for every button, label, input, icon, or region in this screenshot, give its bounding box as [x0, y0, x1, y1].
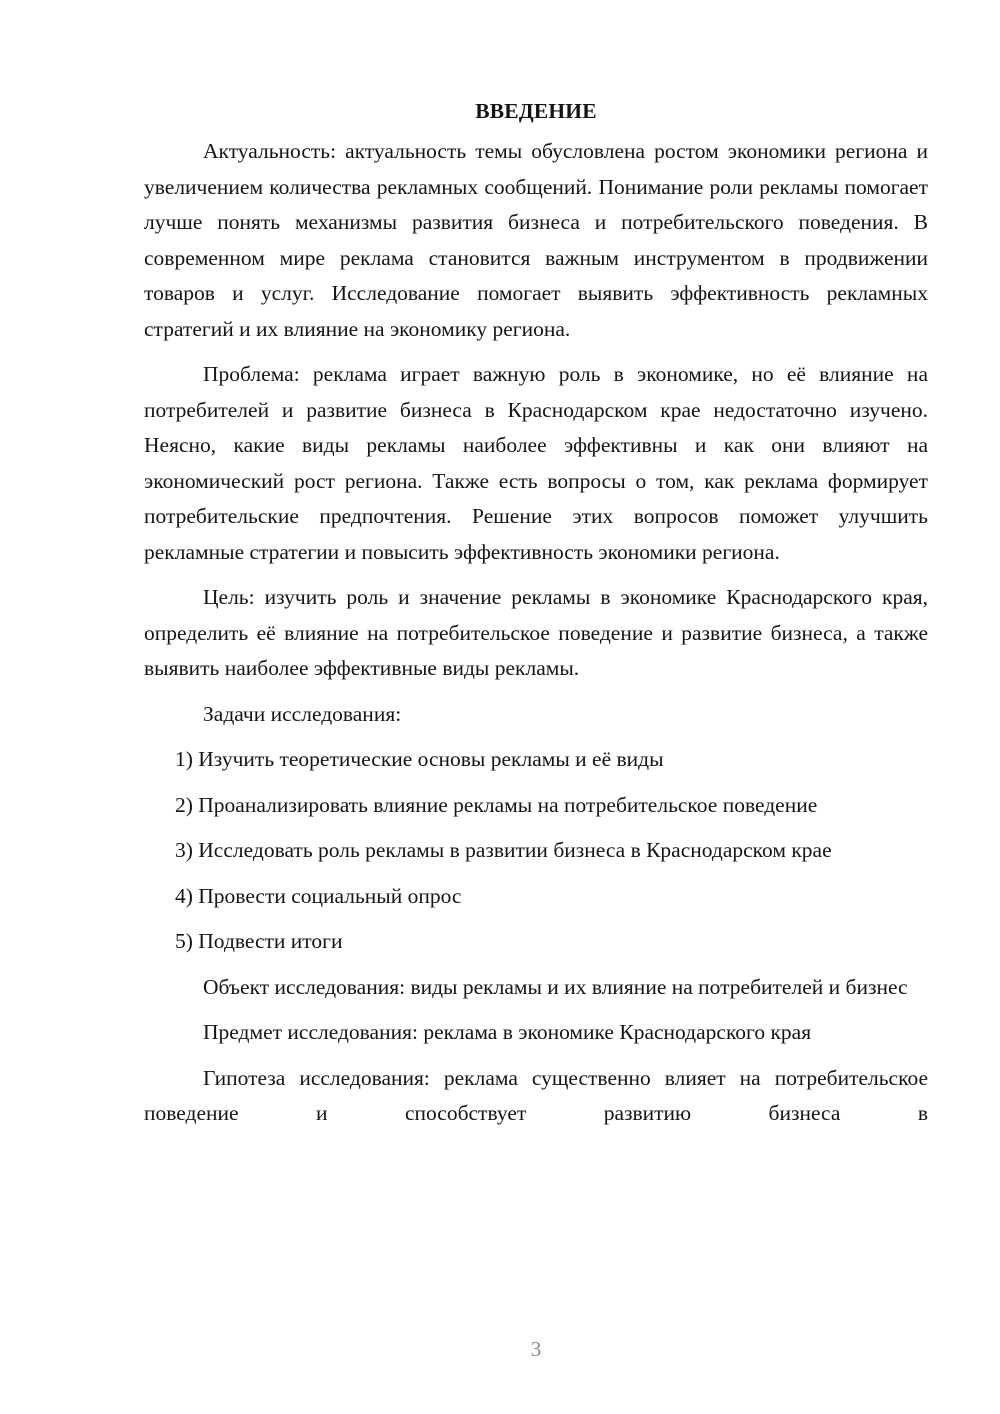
- tasks-heading: Задачи исследования:: [203, 701, 402, 726]
- paragraph-relevance: Актуальность: актуальность темы обусловлена ростом экономики региона и увеличением количества рекламных сообщений. Понимание роли рекламы помогает лучше понять механизмы развития бизнеса и потребительского поведения. В современном мире реклама становится важным инструментом в продвижении товаров и услуг. Исследование помогает выявить эффективность рекламных стратегий и их влияние на экономику региона.: [144, 139, 928, 341]
- paragraph-subject: Предмет исследования: реклама в экономике Краснодарского края: [203, 1020, 812, 1044]
- paragraph-goal: Цель: изучить роль и значение рекламы в экономике Краснодарского края, определить её влияние на потребительское поведение и развитие бизнеса, а также выявить наиболее эффективные виды рекламы.: [144, 585, 928, 680]
- paragraph-hypothesis: Гипотеза исследования: реклама существенно влияет на потребительское поведение и способствует развитию бизнеса в: [144, 1065, 928, 1125]
- paragraph-object: Объект исследования: виды рекламы и их влияние на потребителей и бизнес: [203, 974, 908, 999]
- page-number: 3: [530, 1337, 542, 1361]
- task-item-3: 3) Исследовать роль рекламы в развитии бизнеса в Краснодарском крае: [175, 838, 832, 862]
- task-item-4: 4) Провести социальный опрос: [175, 883, 462, 908]
- task-item-5: 5) Подвести итоги: [175, 929, 343, 953]
- page-title: ВВЕДЕНИЕ: [475, 99, 597, 123]
- page-content: [144, 94, 928, 1142]
- task-item-2: 2) Проанализировать влияние рекламы на потребительское поведение: [175, 792, 818, 817]
- paragraph-problem: Проблема: реклама играет важную роль в экономике, но её влияние на потребителей и развитие бизнеса в Краснодарском крае недостаточно изучено. Неясно, какие виды рекламы наиболее эффективны и как они влияют на экономический рост региона. Также есть вопросы о том, как реклама формирует потребительские предпочтения. Решение этих вопросов поможет улучшить рекламные стратегии и повысить эффективность экономики региона.: [144, 362, 928, 564]
- task-item-1: 1) Изучить теоретические основы рекламы и её виды: [175, 747, 664, 771]
